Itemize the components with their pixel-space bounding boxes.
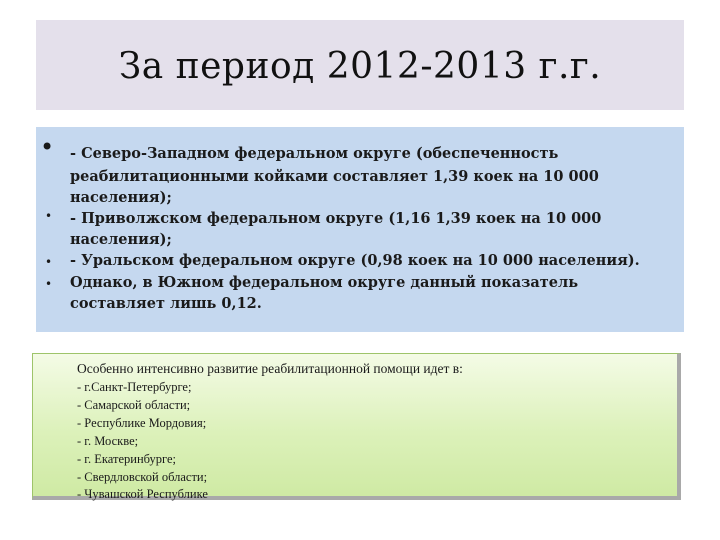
title-panel bbox=[36, 20, 684, 110]
list-item: - Республике Мордовия; bbox=[77, 416, 207, 430]
highlight-heading: Особенно интенсивно развитие реабилитационной помощи идет в: bbox=[77, 361, 463, 376]
bullet-marker: • bbox=[45, 277, 53, 291]
bullet-line: - Северо-Западном федеральном округе (обеспеченность bbox=[70, 145, 559, 162]
slide-title: За период 2012-2013 г.г. bbox=[118, 46, 602, 87]
bullet-line: - Приволжском федеральном округе (1,16 1,39 коек на 10 000 bbox=[70, 210, 602, 227]
list-item: - Чувашской Республике bbox=[77, 487, 208, 501]
list-item: - г. Москве; bbox=[77, 434, 139, 448]
bullet-line: реабилитационными койками составляет 1,39 коек на 10 000 bbox=[70, 168, 599, 185]
bullets-panel bbox=[36, 127, 684, 332]
list-item: - Свердловской области; bbox=[77, 470, 208, 484]
bullet-marker: • bbox=[45, 209, 53, 223]
list-item: - г. Екатеринбурге; bbox=[77, 452, 177, 466]
list-item: - Самарской области; bbox=[77, 398, 191, 412]
bullet-marker: • bbox=[45, 255, 53, 269]
bullet-line: составляет лишь 0,12. bbox=[70, 295, 262, 312]
bullet-line: населения); bbox=[70, 189, 172, 206]
bullet-line: - Уральском федеральном округе (0,98 коек на 10 000 населения). bbox=[70, 252, 640, 269]
highlight-panel bbox=[32, 353, 681, 500]
bullet-marker: • bbox=[40, 133, 55, 161]
bullet-line: Однако, в Южном федеральном округе данный показатель bbox=[70, 274, 579, 291]
bullet-line: населения); bbox=[70, 231, 172, 248]
list-item: - г.Санкт-Петербурге; bbox=[77, 380, 192, 394]
